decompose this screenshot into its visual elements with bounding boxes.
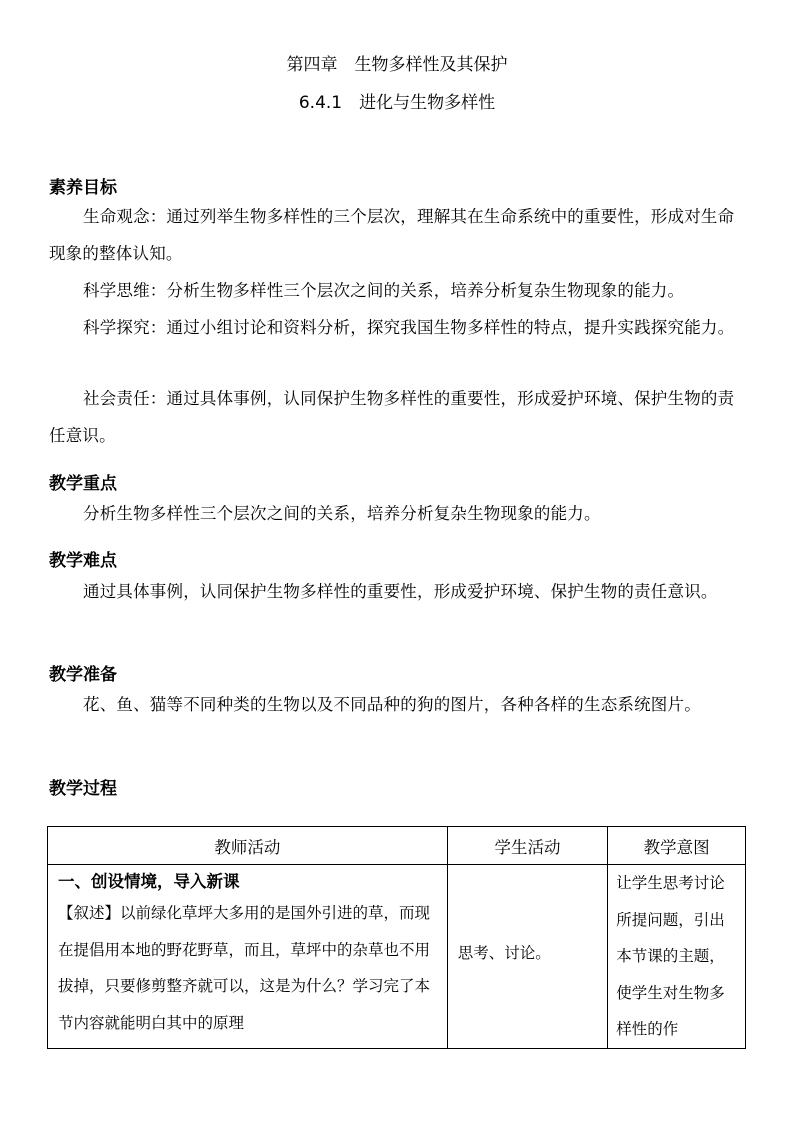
table-header-row — [48, 827, 746, 865]
teaching-intent-text: 让学生思考讨论所提问题，引出本节课的主题，使学生对生物多样性的作 — [616, 874, 725, 1038]
chapter-title: 第四章 生物多样性及其保护 — [286, 55, 508, 75]
teaching-process-table — [47, 826, 746, 1049]
student-activity-text: 思考、讨论。 — [457, 944, 551, 962]
goal-social-responsibility: 社会责任：通过具体事例，认同保护生物多样性的重要性，形成爱护环境、保护生物的责任意识。 — [49, 389, 735, 445]
literacy-goals-heading: 素养目标 — [49, 178, 117, 198]
column-header-teacher: 教师活动 — [48, 827, 448, 865]
difficulties-text: 通过具体事例，认同保护生物多样性的重要性，形成爱护环境、保护生物的责任意识。 — [83, 582, 718, 601]
table-row — [48, 865, 746, 1049]
section-heading: 一、创设情境，导入新课 — [58, 872, 240, 891]
section-title: 6.4.1 进化与生物多样性 — [298, 93, 496, 113]
student-activity-cell — [447, 865, 608, 1049]
process-heading: 教学过程 — [49, 779, 117, 799]
goal-scientific-thinking: 科学思维：分析生物多样性三个层次之间的关系，培养分析复杂生物现象的能力。 — [83, 281, 685, 300]
teacher-activity-cell — [48, 865, 448, 1049]
goal-scientific-inquiry: 科学探究：通过小组讨论和资料分析，探究我国生物多样性的特点，提升实践探究能力。 — [83, 318, 735, 337]
preparation-heading: 教学准备 — [49, 665, 117, 685]
key-points-text: 分析生物多样性三个层次之间的关系，培养分析复杂生物现象的能力。 — [83, 504, 601, 523]
column-header-student: 学生活动 — [447, 827, 608, 865]
column-header-intent: 教学意图 — [608, 827, 746, 865]
key-points-heading: 教学重点 — [49, 474, 117, 494]
teaching-intent-cell — [608, 865, 746, 1049]
difficulties-heading: 教学难点 — [49, 551, 117, 571]
teacher-activity-text: 【叙述】以前绿化草坪大多用的是国外引进的草，而现在提倡用本地的野花野草，而且，草坪中的杂草也不用拔掉，只要修剪整齐就可以，这是为什么？学习完了本节内容就能明白其中的原理 — [58, 904, 431, 1032]
goal-life-concept: 生命观念：通过列举生物多样性的三个层次，理解其在生命系统中的重要性，形成对生命现象的整体认知。 — [49, 207, 735, 263]
preparation-text: 花、鱼、猫等不同种类的生物以及不同品种的狗的图片，各种各样的生态系统图片。 — [83, 695, 701, 714]
